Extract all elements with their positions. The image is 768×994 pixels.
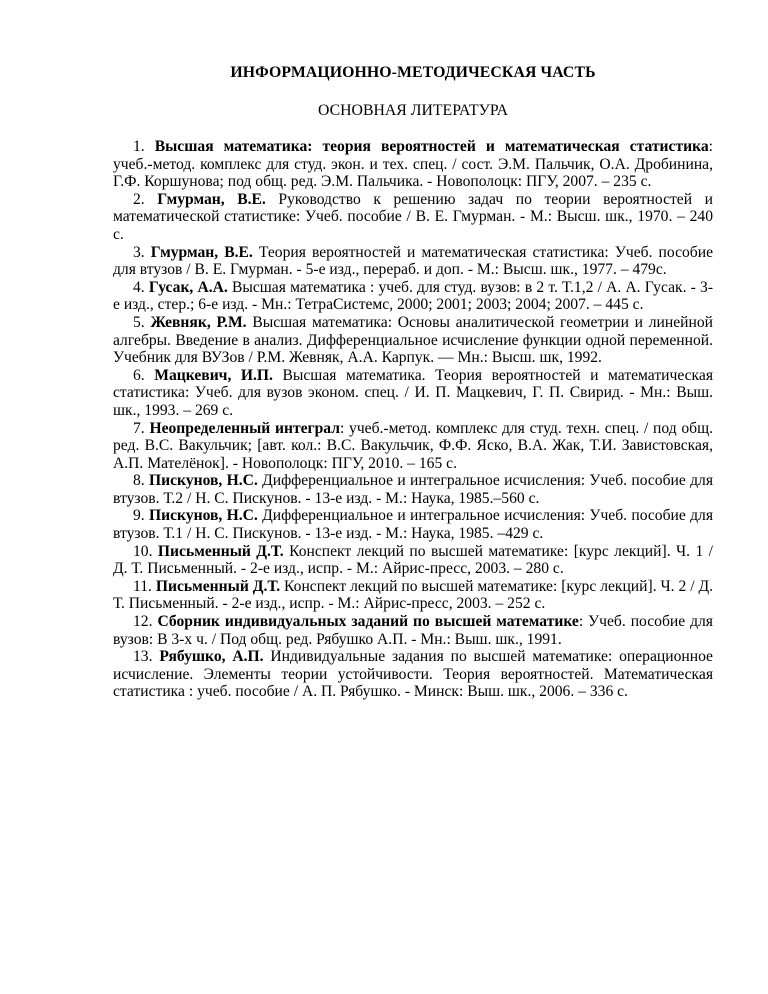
reference-number: 6.	[133, 366, 145, 384]
reference-text: : учеб.-метод. комплекс для студ. экон. и тех. спец. / сост. Э.М. Пальчик, О.А. Дробинина, Г.Ф. Коршунова; под общ. ред. Э.М. Пальчика. - Новополоцк: ПГУ, 2007. – 235 с.	[113, 138, 713, 191]
reference-item	[113, 420, 713, 473]
reference-number: 1.	[133, 138, 145, 155]
reference-text: : учеб.-метод. комплекс для студ. техн. спец. / под общ. ред. В.С. Вакульчик; [авт. кол.: В.С. Вакульчик, Ф.Ф. Яско, В.А. Жак, Т.И. Завистовская, А.П. Мателёнок]. - Новополоцк: ПГУ, 2010. – 165 с.	[113, 419, 713, 472]
reference-number: 4.	[133, 278, 145, 296]
reference-author: Пискунов, Н.С.	[149, 472, 258, 490]
reference-text: : Учеб. пособие для вузов: В 3-х ч. / Под общ. ред. Рябушко А.П. - Мн.: Выш. шк., 1991.	[113, 613, 713, 648]
reference-number: 10.	[133, 542, 153, 560]
reference-text: Конспект лекций по высшей математике: [курс лекций]. Ч. 2 / Д. Т. Письменный. - 2-е изд., испр. - М.: Айрис-пресс, 2003. – 252 с.	[113, 577, 713, 613]
reference-item	[113, 367, 713, 420]
reference-number: 12.	[133, 613, 153, 631]
reference-item	[113, 543, 713, 578]
reference-text: Конспект лекций по высшей математике: [курс лекций]. Ч. 1 / Д. Т. Письменный. - 2-е изд., испр. - М.: Айрис-пресс, 2003. – 280 с.	[113, 542, 714, 578]
reference-text: Высшая математика. Теория вероятностей и математическая статистика: Учеб. для вузов эконом. спец. / И. П. Мацкевич, Г. П. Свирид. - Мн.: Выш. шк., 1993. – 269 с.	[113, 366, 713, 419]
reference-author: Гмурман, В.Е.	[150, 243, 253, 261]
document-page	[113, 64, 713, 701]
reference-text: Руководство к решению задач по теории вероятностей и математической статистике: Учеб. пособие / В. Е. Гмурман. - М.: Высш. шк., 1970. – 240 с.	[113, 190, 713, 243]
reference-text: Высшая математика: Основы аналитической геометрии и линейной алгебры. Введение в анализ. Дифференциальное исчисление функции одной переменной. Учебник для ВУЗов / Р.М. Жевняк, А.А. Карпук. — Мн.: Высш. шк, 1992.	[113, 313, 713, 367]
reference-number: 8.	[133, 472, 145, 490]
reference-item	[113, 472, 713, 507]
reference-item	[113, 648, 713, 701]
reference-item	[113, 314, 713, 367]
reference-author: Жевняк, Р.М.	[150, 313, 247, 331]
reference-number: 9.	[133, 507, 145, 525]
reference-number: 13.	[133, 648, 153, 666]
reference-author: Гмурман, В.Е.	[157, 190, 266, 208]
reference-item	[113, 578, 713, 613]
reference-text: Дифференциальное и интегральное исчисления: Учеб. пособие для втузов. Т.2 / Н. С. Пискунов. - 13-е изд. - М.: Наука, 1985.–560 с.	[113, 472, 713, 507]
reference-item	[113, 191, 713, 244]
reference-text: Индивидуальные задания по высшей математике: операционное исчисление. Элементы теории устойчивости. Теория вероятностей. Математическая статистика : учеб. пособие / А. П. Рябушко. - Минск: Выш. шк., 2006. – 336 с.	[113, 648, 713, 701]
reference-number: 2.	[133, 190, 145, 208]
reference-text: Высшая математика : учеб. для студ. вузов: в 2 т. Т.1,2 / А. А. Гусак. - 3-е изд., стер.; 6-е изд. - Мн.: ТетраСистемс, 2000; 2001; 2003; 2004; 2007. – 445 с.	[113, 278, 714, 314]
page-heading: ИНФОРМАЦИОННО-МЕТОДИЧЕСКАЯ ЧАСТЬ	[230, 64, 596, 81]
reference-author: Неопределенный интеграл	[149, 419, 340, 437]
reference-author: Сборник индивидуальных заданий по высшей математике	[157, 613, 579, 631]
reference-item	[113, 138, 713, 191]
reference-number: 3.	[133, 243, 145, 261]
reference-author: Гусак, А.А.	[148, 278, 228, 296]
reference-number: 11.	[133, 577, 152, 595]
reference-text: Теория вероятностей и математическая статистика: Учеб. пособие для втузов / В. Е. Гмурман. - 5-е изд., перераб. и доп. - М.: Высш. шк., 1977. – 479с.	[113, 243, 714, 279]
reference-item	[113, 279, 713, 314]
reference-text: Дифференциальное и интегральное исчисления: Учеб. пособие для втузов. Т.1 / Н. С. Пискунов. - 13-е изд. - М.: Наука, 1985. –429 с.	[113, 507, 713, 543]
reference-author: Высшая математика: теория вероятностей и математическая статистика	[154, 138, 709, 155]
reference-list	[113, 138, 713, 701]
reference-item	[113, 244, 713, 279]
reference-author: Письменный Д.Т.	[157, 542, 284, 560]
section-heading: ОСНОВНАЯ ЛИТЕРАТУРА	[317, 102, 508, 119]
reference-number: 7.	[133, 419, 145, 437]
reference-item	[113, 507, 713, 542]
reference-item	[113, 613, 713, 648]
reference-author: Мацкевич, И.П.	[154, 366, 273, 384]
reference-author: Пискунов, Н.С.	[149, 507, 258, 525]
reference-author: Письменный Д.Т.	[155, 577, 281, 595]
reference-number: 5.	[133, 313, 145, 331]
reference-author: Рябушко, А.П.	[159, 648, 264, 666]
